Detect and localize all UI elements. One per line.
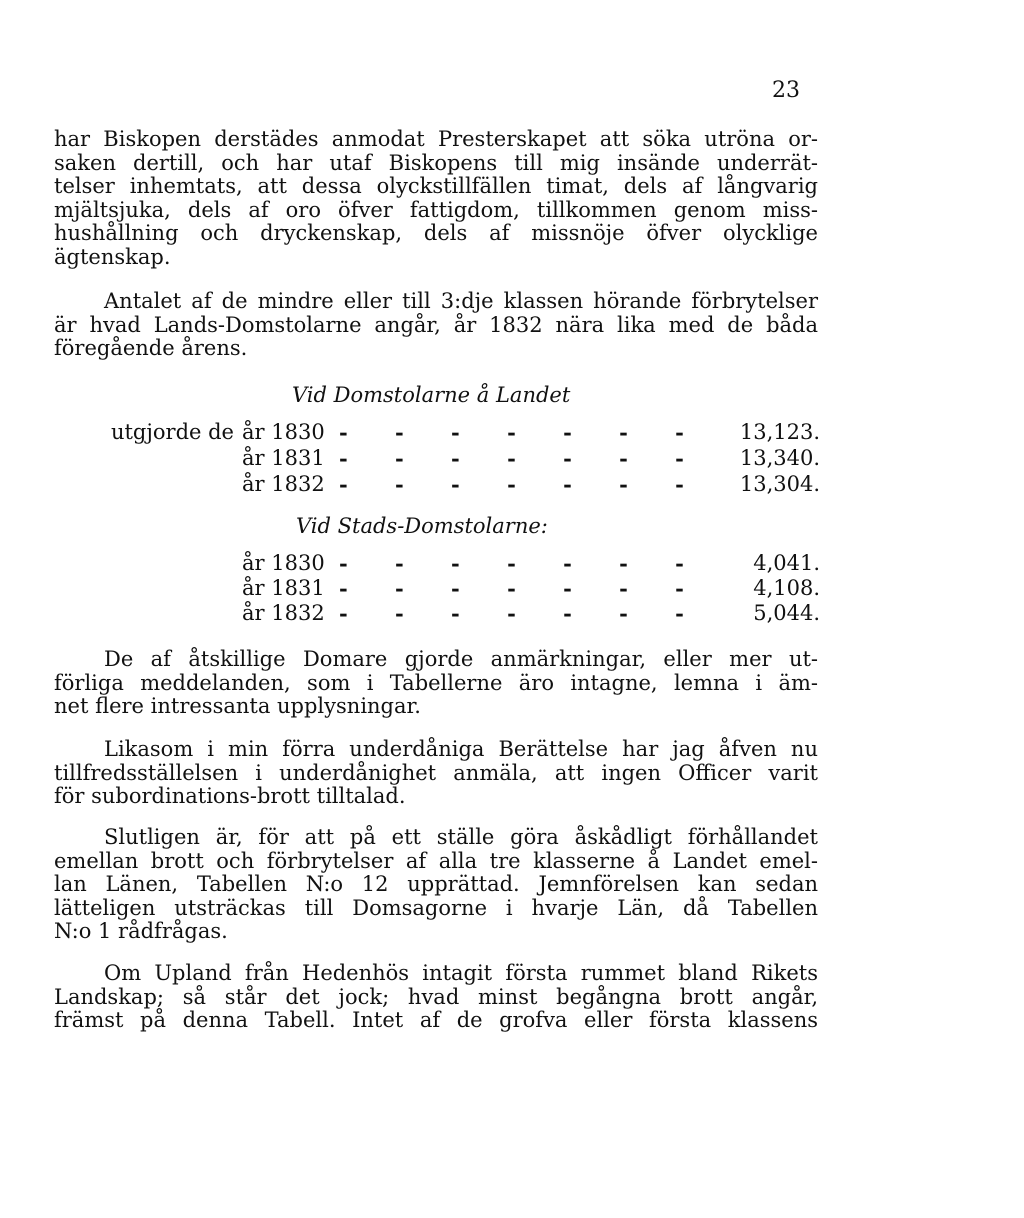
- text-line: telser inhemtats, att dessa olyckstillfällen timat, dels af långvarig: [54, 174, 818, 198]
- table-heading: Vid Stads-Domstolarne:: [296, 514, 548, 538]
- row-year: år 1832: [242, 601, 325, 625]
- row-year: år 1830: [242, 551, 325, 575]
- text-line: N:o 1 rådfrågas.: [54, 919, 228, 943]
- paragraph-6: [54, 962, 818, 1033]
- row-value: 5,044.: [753, 601, 820, 625]
- text-line: har Biskopen derstädes anmodat Presterskapet att söka utröna or-: [54, 127, 818, 151]
- text-line: främst på denna Tabell. Intet af de grofva eller första klassens: [54, 1008, 818, 1032]
- text-line: De af åtskillige Domare gjorde anmärkningar, eller mer ut-: [104, 647, 818, 671]
- row-lead: utgjorde de: [110, 420, 234, 444]
- text-line: Slutligen är, för att på ett ställe göra åskådligt förhållandet: [104, 825, 818, 849]
- page-number: 23: [772, 78, 800, 103]
- text-line: tillfredsställelsen i underdånighet anmäla, att ingen Officer varit: [54, 760, 818, 785]
- row-value: 13,304.: [739, 472, 820, 496]
- text-line: Om Upland från Hedenhös intagit första rummet bland Rikets: [104, 961, 818, 985]
- paragraph-3: [54, 648, 818, 719]
- row-year: år 1831: [242, 446, 325, 470]
- row-dashes: - - - - - - -: [339, 472, 704, 497]
- row-dashes: - - - - - - -: [339, 551, 704, 576]
- text-line: Landskap; så står det jock; hvad minst begångna brott angår,: [54, 984, 818, 1009]
- table-row: [54, 576, 824, 600]
- row-year: år 1832: [242, 472, 325, 496]
- text-line: föregående årens.: [54, 336, 248, 360]
- row-value: 4,041.: [753, 551, 820, 575]
- text-line: förliga meddelanden, som i Tabellerne äro intagne, lemna i äm-: [54, 670, 818, 695]
- row-year: år 1831: [242, 576, 325, 600]
- row-dashes: - - - - - - -: [339, 420, 704, 445]
- text-line: Likasom i min förra underdåniga Berättelse har jag åfven nu: [104, 737, 818, 761]
- table-row: [54, 420, 824, 444]
- text-line: ägtenskap.: [54, 244, 171, 269]
- row-year: år 1830: [242, 420, 325, 444]
- row-dashes: - - - - - - -: [339, 576, 704, 601]
- paragraph-2: [54, 290, 818, 361]
- table-row: [54, 472, 824, 496]
- text-line: lan Länen, Tabellen N:o 12 upprättad. Jemnförelsen kan sedan: [54, 872, 818, 896]
- text-line: för subordinations-brott tilltalad.: [54, 784, 406, 808]
- row-value: 13,123.: [739, 420, 820, 444]
- row-value: 13,340.: [739, 446, 820, 470]
- table-row: [54, 551, 824, 575]
- paragraph-5: [54, 826, 818, 944]
- row-dashes: - - - - - - -: [339, 446, 704, 471]
- paragraph-4: [54, 738, 818, 809]
- paragraph-1: [54, 128, 818, 269]
- text-line: mjältsjuka, dels af oro öfver fattigdom, tillkommen genom miss-: [54, 197, 818, 222]
- text-line: hushållning och dryckenskap, dels af missnöje öfver olycklige: [54, 221, 818, 245]
- text-line: är hvad Lands-Domstolarne angår, år 1832 nära lika med de båda: [54, 312, 818, 337]
- text-line: emellan brott och förbrytelser af alla tre klasserne å Landet emel-: [54, 848, 818, 873]
- text-line: lätteligen utsträckas till Domsagorne i hvarje Län, då Tabellen: [54, 895, 818, 920]
- table-row: [54, 446, 824, 470]
- text-line: saken dertill, och har utaf Biskopens till mig insände underrät-: [54, 150, 818, 175]
- row-dashes: - - - - - - -: [339, 601, 704, 626]
- table-heading: Vid Domstolarne å Landet: [292, 383, 571, 407]
- row-value: 4,108.: [753, 576, 820, 600]
- text-line: net flere intressanta upplysningar.: [54, 694, 421, 718]
- text-line: Antalet af de mindre eller till 3:dje klassen hörande förbrytelser: [104, 289, 818, 313]
- table-row: [54, 601, 824, 625]
